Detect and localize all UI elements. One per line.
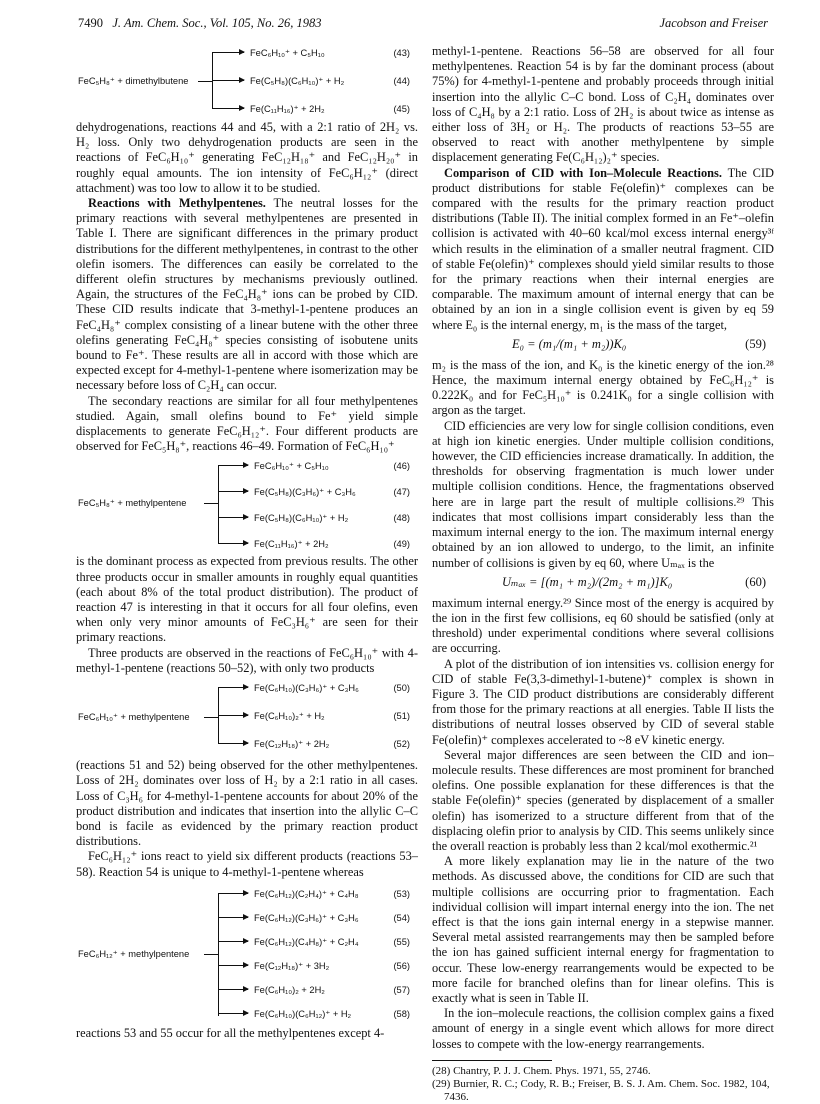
- equation-number: (57): [393, 984, 410, 995]
- paragraph: CID efficiencies are very low for single collision conditions, even at high ion kinetic energies. Under multiple collision conditions, however, the CID efficiencies increase dramatically. In addition, the thresholds for observing fragmentation is much lower under multiple collision conditions. Hence, the fragmentations observed here are in large part the result of multiple collisions.²⁹ This indicates that most collisions impart considerably less than the maximum internal energy to the ion. The maximum internal energy obtained by an ion allowed to undergo, to the limit, an infinite number of collisions is given by eq 60, where Uₘₐₓ is the: [432, 418, 774, 570]
- reaction-product: Fe(C₆H₁₀)(C₆H₁₂)⁺ + H₂: [254, 1008, 352, 1019]
- reaction-product: Fe(C₅H₈)(C₆H₁₀)⁺ + H₂: [254, 513, 349, 524]
- reaction-product: Fe(C₆H₁₂)(C₃H₆)⁺ + C₃H₆: [254, 912, 359, 923]
- equation-number: (58): [393, 1008, 410, 1019]
- reaction-row: [76, 1007, 418, 1021]
- paragraph: (reactions 51 and 52) being observed for the other methylpentenes. Loss of 2H₂ dominates over loss of H₂ by a 2:1 ratio in all cases. Loss of C₃H₆ for 4-methyl-1-pentene accounts for about 20% of the product distribution and indicates that insertion into the allylic C–C bond is facile as evidenced by the primary reaction product distributions.: [76, 758, 418, 849]
- page-number: 7490: [78, 16, 103, 30]
- reaction-product: Fe(C₆H₁₀)₂⁺ + H₂: [254, 711, 325, 722]
- equation-number: (45): [393, 104, 410, 114]
- reaction-row: [76, 459, 418, 473]
- equation-60: [432, 574, 774, 593]
- section-heading: Reactions with Methylpentenes.: [88, 196, 266, 211]
- reaction-product: FeC₆H₁₀⁺ + C₅H₁₀: [250, 48, 325, 58]
- paragraph-text: The neutral losses for the primary reactions with several methylpentenes are presented in Table I. There are significant differences in the primary product distributions for the different methylpentenes, in contrast to the other olefin isomers. The differences can easily be correlated to the different olefin structures by mechanisms previously outlined. Again, the structures of the FeC₄H₈⁺ ions can be probed by CID. These CID results indicate that 3-methyl-1-pentene produces an FeC₄H₈⁺ complex consisting of a linear butene with the other three olefins generating FeC₄H₈⁺ species consisting of isobutene units bound to Fe⁺. These results are all in accord with those which are expected except for 4-methyl-1-pentene where isomerization may be necessary before loss of C₂H₄ can occur.: [76, 196, 418, 393]
- paragraph: maximum internal energy.²⁹ Since most of the energy is acquired by the ion in the first few collisions, eq 60 should be satisfied (only at threshold) under experimental conditions where several collisions are occurring.: [432, 595, 774, 656]
- reaction-product: Fe(C₁₁H₁₆)⁺ + 2H₂: [254, 539, 329, 550]
- reaction-row: [76, 737, 418, 751]
- equation-number: (52): [393, 739, 410, 750]
- equation-number: (44): [393, 76, 410, 86]
- page-number-journal: [78, 16, 322, 31]
- journal-citation: J. Am. Chem. Soc., Vol. 105, No. 26, 1983: [112, 16, 322, 30]
- paragraph: is the dominant process as expected from previous results. The other three products occur in smaller amounts in roughly equal quantities (each about 8% of the total product distribution). The product of reaction 47 is interesting in that it occurs for all four olefins, even when only very minor amounts of FeC₃H₆⁺ are seen for their primary reactions.: [76, 554, 418, 645]
- reaction-scheme-53-58: [76, 886, 418, 1020]
- paragraph: m₂ is the mass of the ion, and K₀ is the kinetic energy of the ion.²⁸ Hence, the maximum internal energy obtained by FeC₆H₁₂⁺ is 0.222K₀ and for FeC₅H₁₀⁺ is 0.241K₀ for a single collision with argon as the target.: [432, 357, 774, 418]
- reaction-product: Fe(C₁₁H₁₆)⁺ + 2H₂: [250, 104, 325, 114]
- right-column: [432, 44, 774, 1104]
- reaction-row: [76, 935, 418, 949]
- paragraph: FeC₆H₁₂⁺ ions react to yield six different products (reactions 53–58). Reaction 54 is unique to 4-methyl-1-pentene whereas: [76, 849, 418, 879]
- paragraph: dehydrogenations, reactions 44 and 45, with a 2:1 ratio of 2H₂ vs. H₂ loss. Only two dehydrogenation products are seen in the reactions of FeC₆H₁₀⁺ generating FeC₁₂H₁₈⁺ and FeC₁₂H₂₀⁺ in roughly equal amounts. The ion intensity of FeC₆H₁₂⁺ (direct attachment) was too low to allow it to be studied.: [76, 120, 418, 195]
- equation-number: (51): [393, 711, 410, 722]
- scheme-reactant: FeC₅H₈⁺ + methylpentene: [78, 498, 187, 509]
- reaction-row: [76, 911, 418, 925]
- scheme-reactant: FeC₅H₈⁺ + dimethylbutene: [78, 76, 189, 86]
- equation-number: (48): [393, 513, 410, 524]
- paragraph: reactions 53 and 55 occur for all the methylpentenes except 4-: [76, 1025, 385, 1040]
- reaction-scheme-43-45: [76, 44, 418, 120]
- equation-number: (46): [393, 461, 410, 472]
- running-header: [78, 16, 768, 32]
- reaction-row: [76, 537, 418, 551]
- left-column: [76, 44, 418, 1041]
- scheme-reactant: FeC₆H₁₂⁺ + methylpentene: [78, 948, 190, 959]
- reaction-row: [76, 511, 418, 525]
- equation-expression: Uₘₐₓ = [(m₁ + m₂)/(2m₂ + m₁)]K₀: [502, 574, 673, 589]
- reaction-row: [76, 74, 418, 88]
- paragraph: Several major differences are seen between the CID and ion–molecule results. These differences are most prominent for branched olefins. One possible explanation for these differences is that the stable Fe(olefin)⁺ species (generated by displacement of a smaller olefin) has isomerized to a structure different from that of the displacing olefin prior to analysis by CID. This seems unlikely since the overall reaction is probably less than 2 kcal/mol exothermic.²¹: [432, 747, 774, 853]
- running-authors: Jacobson and Freiser: [659, 16, 768, 30]
- paragraph: [432, 166, 774, 333]
- reaction-scheme-50-52: [76, 680, 418, 754]
- reaction-scheme-46-49: [76, 458, 418, 550]
- equation-number: (49): [393, 539, 410, 550]
- paragraph: A plot of the distribution of ion intensities vs. collision energy for CID of stable Fe(3,3-dimethyl-1-butene)⁺ complex is shown in Figure 3. The CID product distributions are considerably different from those for the primary reactions at all energies. Table II lists the distributions of neutral losses observed by CID of several stable Fe(olefin)⁺ complexes accelerated to ~8 eV kinetic energy.: [432, 656, 774, 747]
- scheme-reactant: FeC₆H₁₀⁺ + methylpentene: [78, 712, 190, 723]
- reaction-product: Fe(C₅H₈)(C₆H₁₀)⁺ + H₂: [250, 76, 345, 86]
- equation-number: (56): [393, 960, 410, 971]
- paragraph: A more likely explanation may lie in the nature of the two methods. As discussed above, the conditions for CID are such that multiple collisions are occurring prior to fragmentation. Each individual collision will impart internal energy into the ion. The net effect is that the ions gain internal energy in a stepwise manner. Several metal assisted rearrangements may then be sampled before the ion has gained sufficient internal energy for fragmentation to occur. These low-energy rearrangements would be expected to be more facile for branched olefins than for linear olefins. This is exactly what is seen in Table II.: [432, 854, 774, 1005]
- footnote: (29) Burnier, R. C.; Cody, R. B.; Freiser, B. S. J. Am. Chem. Soc. 1982, 104, 7436.: [432, 1077, 770, 1103]
- equation-59: [432, 336, 774, 355]
- reaction-row: [76, 959, 418, 973]
- reaction-row: [76, 102, 418, 116]
- equation-number: (60): [745, 574, 766, 589]
- section-heading: Comparison of CID with Ion–Molecule Reactions.: [444, 165, 722, 180]
- reaction-row: [76, 485, 418, 499]
- equation-number: (55): [393, 936, 410, 947]
- paragraph: In the ion–molecule reactions, the collision complex gains a fixed amount of energy in a single event which allows for more direct losses to compete with the low-energy rearrangements.: [432, 1006, 774, 1051]
- reaction-product: FeC₆H₁₀⁺ + C₅H₁₀: [254, 461, 329, 472]
- reaction-row: [76, 681, 418, 695]
- reaction-row: [76, 887, 418, 901]
- paragraph: The secondary reactions are similar for all four methylpentenes studied. Again, small olefins bound to Fe⁺ yield simple displacements to generate FeC₆H₁₂⁺. Four different products are observed for FeC₅H₈⁺, reactions 46–49. Formation of FeC₆H₁₀⁺: [76, 393, 418, 454]
- paragraph: Three products are observed in the reactions of FeC₆H₁₀⁺ with 4-methyl-1-pentene (reactions 50–52), with only two products: [76, 645, 418, 675]
- equation-number: (50): [393, 683, 410, 694]
- reaction-row: [76, 46, 418, 60]
- equation-number: (59): [745, 336, 766, 351]
- reaction-row: [76, 709, 418, 723]
- reaction-product: Fe(C₆H₁₀)(C₃H₆)⁺ + C₃H₆: [254, 683, 359, 694]
- reaction-product: Fe(C₅H₈)(C₃H₆)⁺ + C₃H₆: [254, 487, 356, 498]
- equation-expression: E₀ = (m₁/(m₁ + m₂))K₀: [512, 336, 627, 351]
- reaction-product: Fe(C₆H₁₂)(C₂H₄)⁺ + C₄H₈: [254, 888, 359, 899]
- equation-number: (54): [393, 912, 410, 923]
- reaction-product: Fe(C₁₂H₁₈)⁺ + 3H₂: [254, 960, 330, 971]
- paragraph-text: The CID product distributions for stable Fe(olefin)⁺ complexes can be compared with the results for the primary reaction product distributions (Table II). The initial complex formed in an Fe⁺–olefin collision is activated with 40–60 kcal/mol excess internal energy³ᶠ which results in the elimination of a smaller neutral fragment. CID of stable Fe(olefin)⁺ complexes should yield similar results to those for the primary reactions when their internal energies are comparable. The maximum amount of internal energy that can be obtained by an ion in a single collision event is given by eq 59 where E₀ is the internal energy, m₁ is the mass of the target,: [432, 165, 774, 332]
- reaction-row: [76, 983, 418, 997]
- paragraph: methyl-1-pentene. Reactions 56–58 are observed for all four methylpentenes. Reaction 54 is by far the dominant process (about 75%) for 4-methyl-1-pentene and probably proceeds through initial insertion into the allylic C–C bond. Loss of C₂H₄ dominates over loss of C₄H₈ by a 2:1 ratio. Loss of 2H₂ is about twice as intense as either loss of 3H₂ or H₂. The products of reactions 53–55 are observed to react with another methylpentene by simple displacement generating Fe(C₆H₁₂)₂⁺ species.: [432, 44, 774, 165]
- reaction-product: Fe(C₆H₁₀)₂ + 2H₂: [254, 984, 325, 995]
- reaction-product: Fe(C₆H₁₂)(C₄H₈)⁺ + C₂H₄: [254, 936, 359, 947]
- paragraph: [76, 196, 418, 394]
- reaction-product: Fe(C₁₂H₁₈)⁺ + 2H₂: [254, 739, 330, 750]
- footnote: (28) Chantry, P. J. J. Chem. Phys. 1971, 55, 2746.: [432, 1064, 651, 1077]
- equation-number: (53): [393, 888, 410, 899]
- equation-number: (47): [393, 487, 410, 498]
- equation-number: (43): [393, 48, 410, 58]
